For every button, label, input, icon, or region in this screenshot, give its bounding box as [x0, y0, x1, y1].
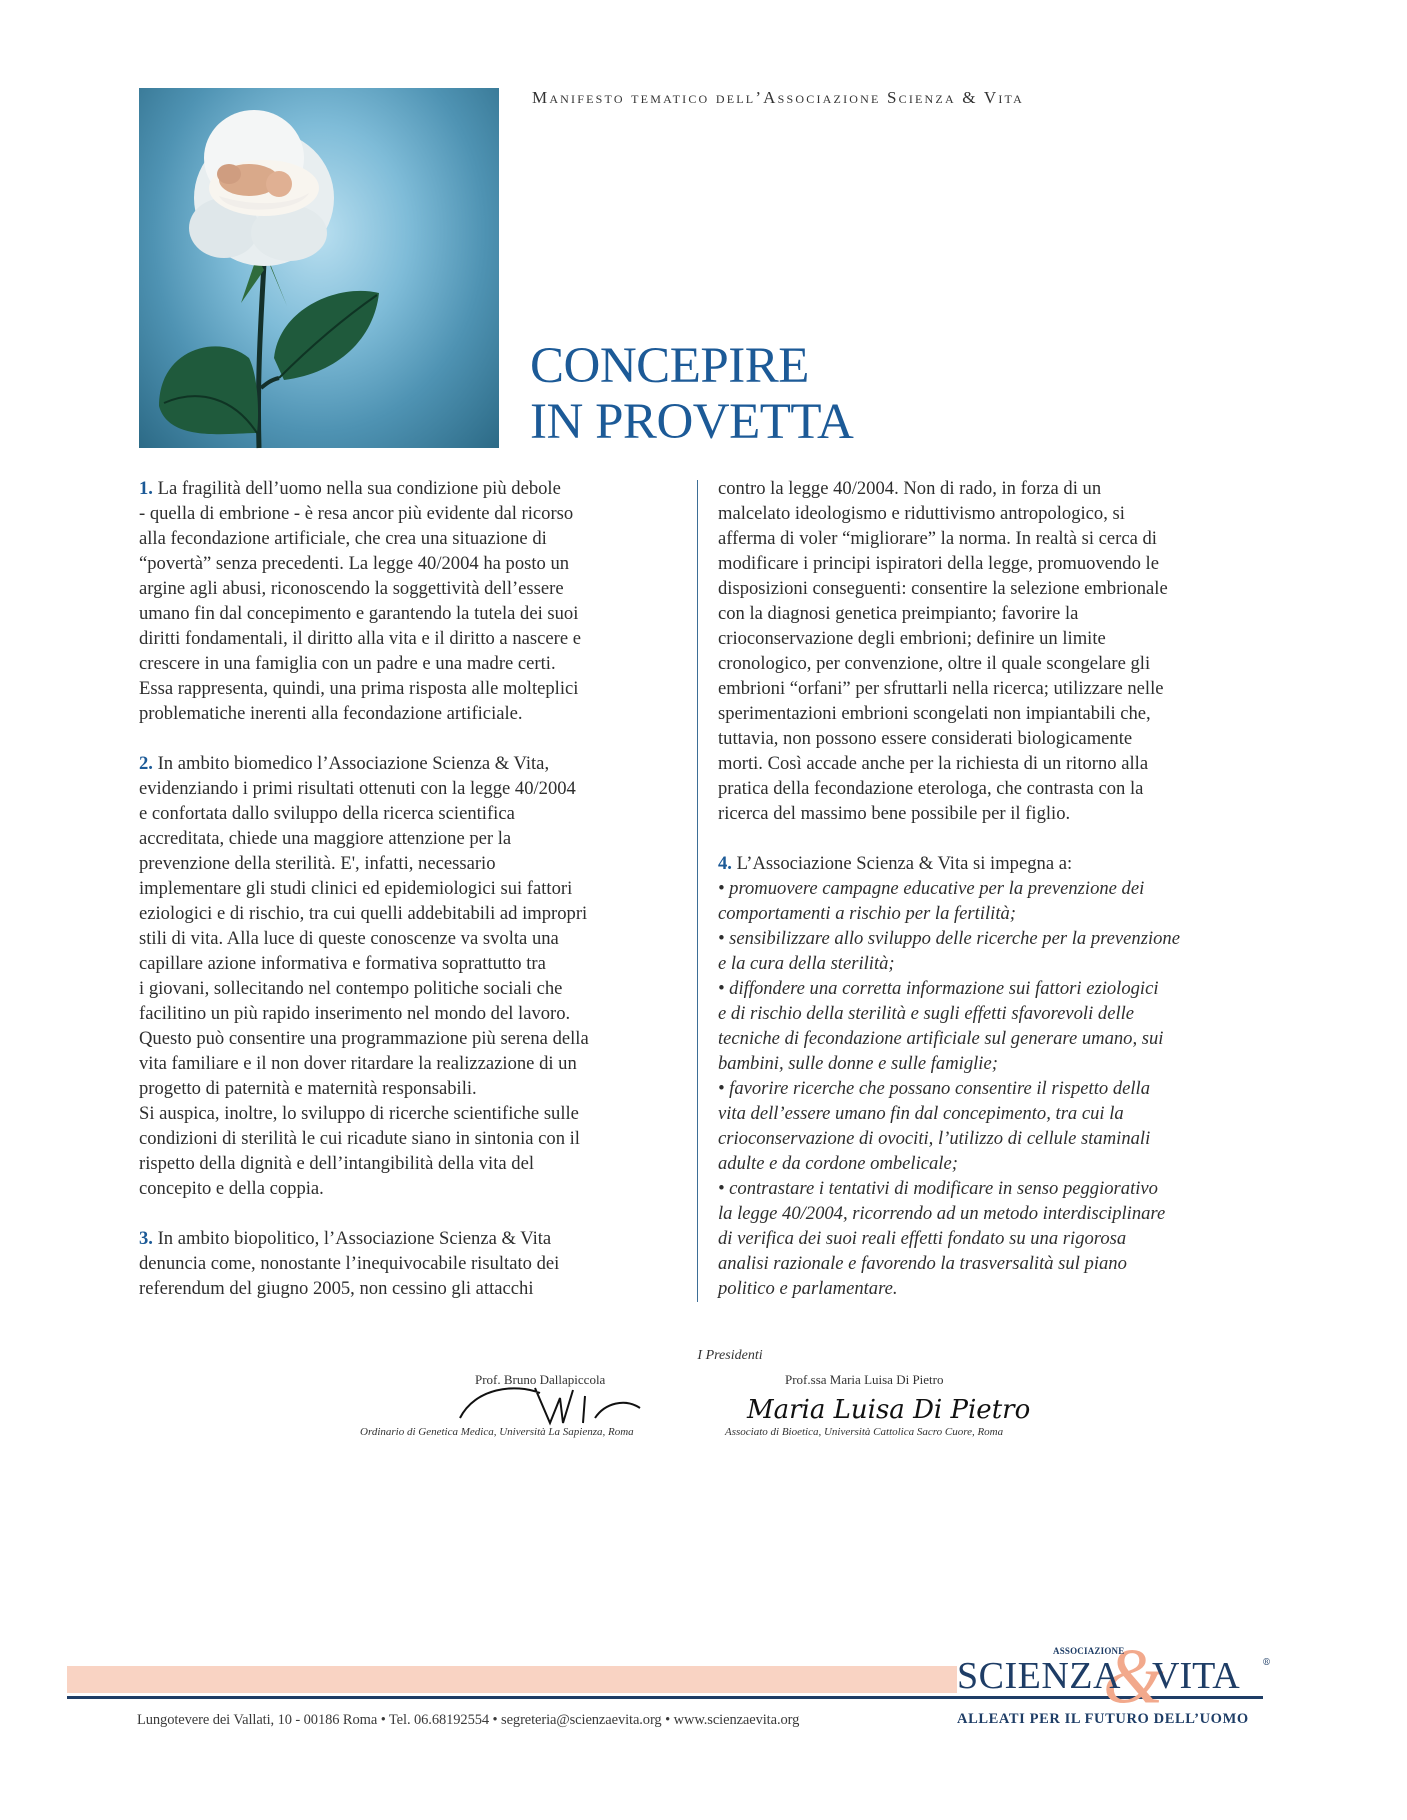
section-number: 1. — [139, 478, 153, 499]
signature-right-text: Maria Luisa Di Pietro — [747, 1395, 1031, 1425]
signature-right — [742, 1390, 1031, 1426]
list-item: • diffondere una corretta informazione sui fattori eziologici e di rischio della sterilità e sugli effetti sfavorevoli delle tecniche di fecondazione artificiale sul generare umano, sui bambini, sulle donne e sulle famiglie; — [718, 978, 1164, 1074]
column-divider — [697, 480, 698, 1302]
signature-left — [455, 1378, 655, 1428]
manifesto-kicker: Manifesto tematico dell’Associazione Scienza & Vita — [532, 88, 1024, 107]
section-number: 3. — [139, 1228, 153, 1249]
rose-illustration — [139, 88, 499, 448]
section-text: La fragilità dell’uomo nella sua condizione più debole - quella di embrione - è resa ancor più evidente dal ricorso alla fecondazione artificiale, che crea una situazione di “povertà” senza precedenti. La legge 40/2004 ha posto un argine agli abusi, riconoscendo la soggettività dell’essere umano fin dal concepimento e garantendo la tutela dei suoi diritti fondamentali, il diritto alla vita e il diritto a nascere e crescere in una famiglia con un padre e una madre certi. Essa rappresenta, quindi, una prima risposta alle molteplici problematiche inerenti alla fecondazione artificiale. — [139, 478, 581, 724]
logo-ampersand: & — [1103, 1632, 1164, 1719]
signer-left-role: Ordinario di Genetica Medica, Università La Sapienza, Roma — [360, 1426, 634, 1438]
section-3 — [139, 1226, 684, 1301]
commitment-list — [718, 876, 1266, 1301]
list-item: • contrastare i tentativi di modificare in senso peggiorativo la legge 40/2004, ricorrendo ad un metodo interdisciplinare di verifica dei suoi reali effetti fondato su una rigorosa analisi razionale e favorendo la trasversalità sul piano politico e parlamentare. — [718, 1178, 1166, 1299]
section-2 — [139, 751, 684, 1201]
presidents-heading: I Presidenti — [697, 1348, 763, 1363]
list-item: • sensibilizzare allo sviluppo delle ricerche per la prevenzione e la cura della sterilità; — [718, 928, 1180, 974]
section-4 — [718, 851, 1266, 876]
signatures-block — [360, 1348, 1080, 1458]
section-text: In ambito biopolitico, l’Associazione Scienza & Vita denuncia come, nonostante l’inequivocabile risultato dei referendum del giugno 2005, non cessino gli attacchi — [139, 1228, 560, 1299]
section-text: In ambito biomedico l’Associazione Scienza & Vita, evidenziando i primi risultati ottenuti con la legge 40/2004 e confortata dallo sviluppo della ricerca scientifica accreditata, chiede una maggiore attenzione per la prevenzione della sterilità. E', infatti, necessario implementare gli studi clinici ed epidemiologici sui fattori eziologici e di rischio, tra cui quelli addebitabili ad impropri stili di vita. Alla luce di queste conoscenze va svolta una capillare azione informativa e formativa soprattutto tra i giovani, sollecitando nel contempo politiche sociali che facilitino un più rapido inserimento nel mondo del lavoro. Questo può consentire una programmazione più serena della vita familiare e il non dover ritardare la realizzazione di un progetto di paternità e maternità responsabili. Si auspica, inoltre, lo sviluppo di ricerche scientifiche sulle condizioni di sterilità le cui ricadute siano in sintonia con il rispetto della dignità e dell’intangibilità della vita del concepito e della coppia. — [139, 753, 589, 1199]
hero-image-rose-baby — [139, 88, 499, 448]
signer-right-role: Associato di Bioetica, Università Cattolica Sacro Cuore, Roma — [725, 1426, 1004, 1438]
section-number: 4. — [718, 853, 732, 874]
text-column-right — [718, 476, 1266, 1301]
logo-scienza: SCIENZA — [957, 1655, 1121, 1697]
section-text: L’Associazione Scienza & Vita si impegna a: — [731, 853, 1073, 874]
page-title-line-1: CONCEPIRE — [530, 338, 809, 394]
section-3-continuation: contro la legge 40/2004. Non di rado, in forza di un malcelato ideologismo e riduttivismo antropologico, si afferma di voler “migliorare” la norma. In realtà si cerca di modificare i principi ispiratori della legge, promuovendo le disposizioni conseguenti: consentire la selezione embrionale con la diagnosi genetica preimpianto; favorire la crioconservazione degli embrioni; definire un limite cronologico, per convenzione, oltre il quale scongelare gli embrioni “orfani” per sfruttarli nella ricerca; utilizzare nelle sperimentazioni embrioni scongelati non impiantabili che, tuttavia, non possono essere considerati biologicamente morti. Così accade anche per la richiesta di un ritorno alla pratica della fecondazione eterologa, che contrasta con la ricerca del massimo bene possibile per il figlio. — [718, 478, 1168, 824]
section-1 — [139, 476, 684, 726]
signer-right-name: Prof.ssa Maria Luisa Di Pietro — [785, 1372, 944, 1387]
logo-vita: VITA — [1152, 1655, 1240, 1697]
section-number: 2. — [139, 753, 153, 774]
logo-assoc: ASSOCIAZIONE — [1053, 1646, 1125, 1656]
footer-address: Lungotevere dei Vallati, 10 - 00186 Roma • Tel. 06.68192554 • segreteria@scienzaevita.org • www.scienzaevita.org — [137, 1712, 800, 1728]
text-column-left — [139, 476, 684, 1326]
list-item: • promuovere campagne educative per la prevenzione dei comportamenti a rischio per la fertilità; — [718, 878, 1145, 924]
logo-registered: ® — [1262, 1658, 1271, 1668]
logo-tagline: ALLEATI PER IL FUTURO DELL’UOMO — [957, 1711, 1249, 1727]
footer-band — [67, 1666, 957, 1693]
page-title-line-2: IN PROVETTA — [530, 394, 854, 450]
signer-left-name: Prof. Bruno Dallapiccola — [475, 1372, 606, 1387]
page-title — [530, 338, 853, 450]
scienza-vita-logo — [955, 1632, 1271, 1730]
list-item: • favorire ricerche che possano consentire il rispetto della vita dell’essere umano fin dal concepimento, tra cui la crioconservazione di ovociti, l’utilizzo di cellule staminali adulte e da cordone ombelicale; — [718, 1078, 1151, 1174]
